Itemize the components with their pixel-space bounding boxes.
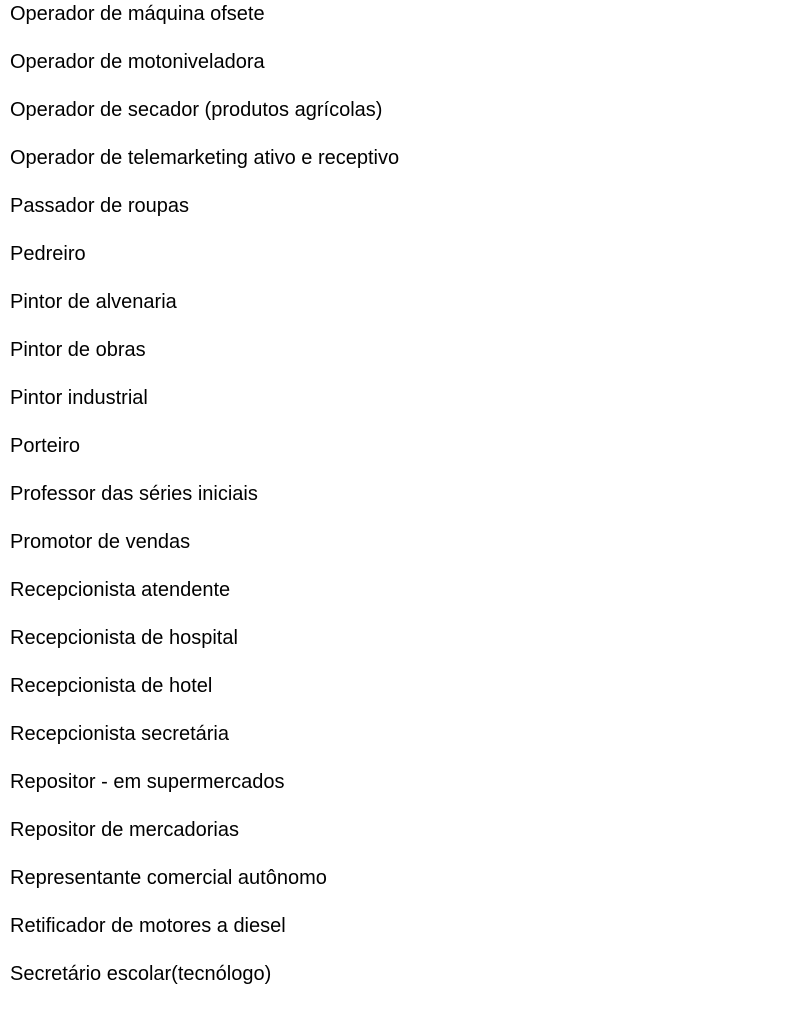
list-item: Representante comercial autônomo: [10, 867, 327, 889]
list-item: Retificador de motores a diesel: [10, 915, 286, 937]
list-item: Professor das séries iniciais: [10, 483, 258, 505]
list-item: Operador de secador (produtos agrícolas): [10, 99, 383, 121]
list-item: Operador de máquina ofsete: [10, 3, 265, 25]
list-item: Recepcionista secretária: [10, 723, 229, 745]
list-item: Secretário escolar(tecnólogo): [10, 963, 272, 985]
occupation-list: [10, 0, 399, 1008]
list-item: Operador de telemarketing ativo e receptivo: [10, 147, 400, 169]
list-item: Recepcionista de hotel: [10, 675, 213, 697]
list-item: Porteiro: [10, 435, 81, 457]
list-item: Pedreiro: [10, 243, 86, 265]
list-item: Repositor - em supermercados: [10, 771, 285, 793]
list-item: Repositor de mercadorias: [10, 819, 239, 841]
list-item: Pintor de obras: [10, 339, 146, 361]
list-item: Recepcionista de hospital: [10, 627, 238, 649]
list-item: Pintor de alvenaria: [10, 291, 177, 313]
list-item: Passador de roupas: [10, 195, 190, 217]
list-item: Operador de motoniveladora: [10, 51, 265, 73]
list-item: Promotor de vendas: [10, 531, 191, 553]
list-item: Pintor industrial: [10, 387, 148, 409]
list-item: Recepcionista atendente: [10, 579, 231, 601]
